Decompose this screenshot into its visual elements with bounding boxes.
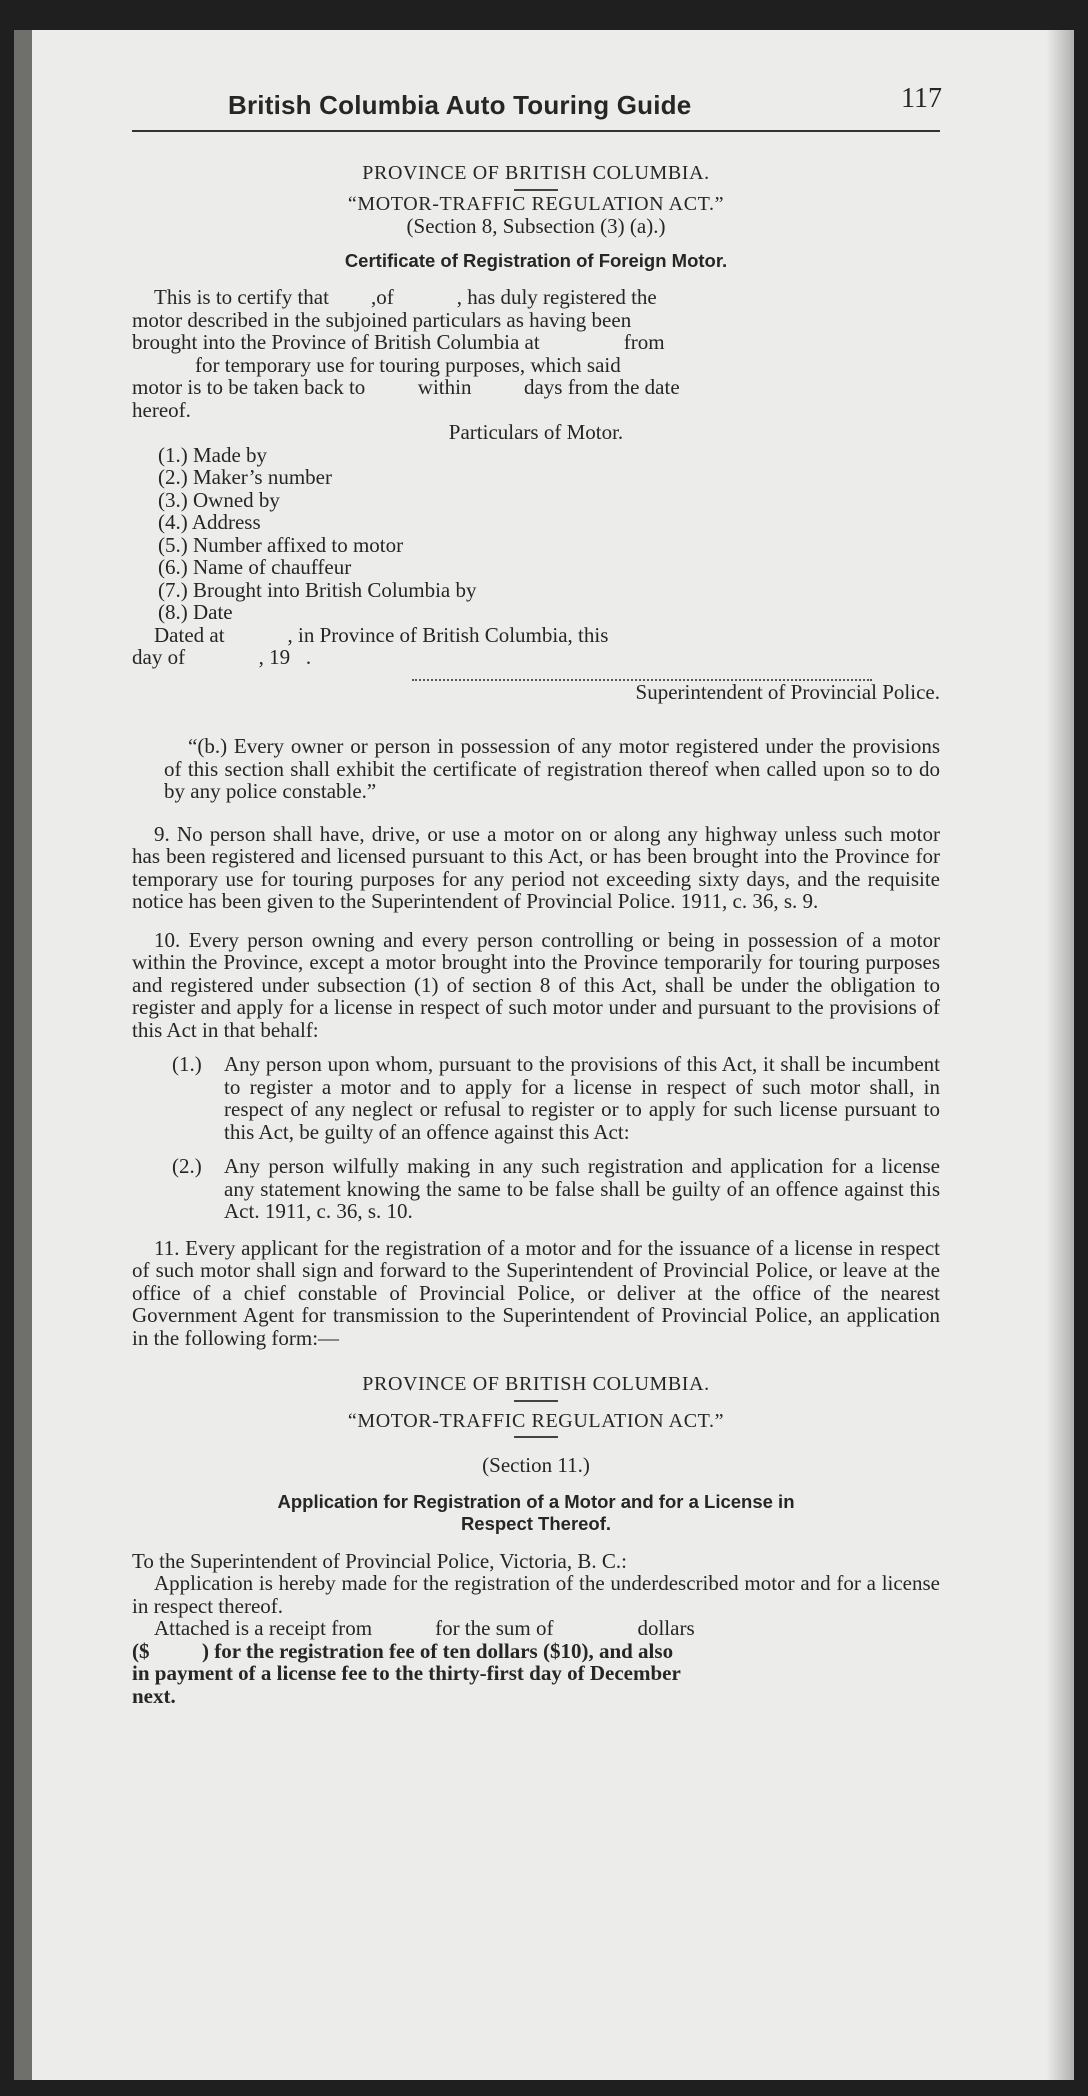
dated-line: day of , 19 .: [132, 645, 312, 669]
form1-province: PROVINCE OF BRITISH COLUMBIA.: [362, 162, 710, 184]
form2-line: Attached is a receipt from for the sum of dollars: [154, 1616, 695, 1640]
form2-act: “MOTOR-TRAFFIC REGULATION ACT.”: [347, 1409, 725, 1432]
section-10-item: [172, 1155, 940, 1223]
item-text: Any person wilfully making in any such registration and application for a license any statement knowing the same to be false shall be guilty of an offence against this Act. 1911, c. 36, s. 10.: [224, 1154, 940, 1223]
form2-title-cont: Respect Thereof.: [460, 1513, 612, 1534]
particular-item: (7.) Brought into British Columbia by: [158, 577, 477, 602]
section-10-item: [172, 1053, 940, 1143]
form1-body-line: This is to certify that ,of , has duly registered the: [154, 285, 657, 309]
item-number: (1.): [172, 1052, 202, 1076]
particulars-heading: Particulars of Motor.: [448, 420, 624, 444]
form2-line: next.: [132, 1683, 176, 1708]
particular-item: (3.) Owned by: [158, 487, 280, 512]
section-10-intro: 10. Every person owning and every person controlling or being in possession of a motor within the Province, except a motor brought into the Province temporarily for touring purposes and registered under subsection (1) of section 8 of this Act, shall be under the obligation to register and apply for a license in respect of such motor under and pursuant to the provisions of this Act in that behalf:: [132, 927, 940, 1042]
dated-line: Dated at , in Province of British Columbia, this: [154, 622, 609, 647]
book-page: [14, 30, 1074, 2080]
form1-body-line: motor is to be taken back to within days from the date: [132, 375, 680, 399]
page-number: 117: [901, 83, 942, 114]
form1-body: [132, 286, 940, 421]
particular-item: (2.) Maker’s number: [158, 465, 332, 489]
particular-item: (5.) Number affixed to motor: [158, 532, 404, 557]
clause-b: “(b.) Every owner or person in possession of any motor registered under the provisions of this section shall exhibit the certificate of registration thereof when called upon so to do by any police constable.”: [164, 734, 940, 803]
form2-rule: [514, 1436, 558, 1438]
item-text: Any person upon whom, pursuant to the provisions of this Act, it shall be incumbent to register a motor and to apply for a license in respect of such motor shall, in respect of any neglect or refusal to register or to apply for such license pursuant to this Act, be guilty of an offence against this Act:: [224, 1052, 940, 1144]
form1-body-line: brought into the Province of British Columbia at from: [132, 330, 665, 354]
form1-title: Certificate of Registration of Foreign Motor.: [344, 249, 728, 271]
section-9: 9. No person shall have, drive, or use a motor on or along any highway unless such motor has been registered and licensed pursuant to this Act, or has been brought into the Province for temporary use for touring purposes for any period not exceeding sixty days, and the requisite notice has been given to the Superintendent of Provincial Police. 1911, c. 36, s. 9.: [132, 821, 940, 913]
particular-item: (4.) Address: [158, 510, 261, 534]
form1-body-line: for temporary use for touring purposes, which said: [132, 352, 621, 377]
item-number: (2.): [172, 1154, 202, 1178]
section-11: 11. Every applicant for the registration of a motor and for the issuance of a license in respect of such motor shall sign and forward to the Superintendent of Provincial Police, or leave at the office of a chief constable of Provincial Police, or deliver at the office of the nearest Government Agent for transmission to the Superintendent of Provincial Police, an application in the following form:—: [132, 1235, 940, 1350]
running-title: British Columbia Auto Touring Guide: [228, 90, 692, 120]
running-header: [132, 80, 940, 132]
particular-item: (8.) Date: [158, 600, 233, 624]
form1-section: (Section 8, Subsection (3) (a).): [406, 214, 666, 238]
form1-act: “MOTOR-TRAFFIC REGULATION ACT.”: [347, 192, 725, 215]
signature-title: Superintendent of Provincial Police.: [635, 679, 940, 704]
signature-line: [412, 669, 872, 681]
form2-line: in payment of a license fee to the thirty-first day of December: [132, 1661, 681, 1685]
form2-para: Application is hereby made for the registration of the underdescribed motor and for a license in respect thereof.: [132, 1571, 940, 1618]
page-content: [132, 80, 940, 1707]
particulars-list: [132, 444, 940, 624]
form1-rule: [514, 189, 558, 191]
form2-title: Application for Registration of a Motor and for a License in: [277, 1490, 795, 1512]
form2-line: ($ ) for the registration fee of ten dollars ($10), and also: [132, 1638, 674, 1663]
form1-body-line: motor described in the subjoined particulars as having been: [132, 307, 632, 332]
form1-body-line: hereof.: [132, 397, 191, 422]
form2-section: (Section 11.): [482, 1453, 590, 1477]
form2-address: To the Superintendent of Provincial Police, Victoria, B. C.:: [132, 1548, 627, 1573]
form2-province: PROVINCE OF BRITISH COLUMBIA.: [362, 1373, 710, 1395]
particular-item: (6.) Name of chauffeur: [158, 555, 352, 579]
form2-rule: [514, 1400, 558, 1402]
particular-item: (1.) Made by: [158, 442, 268, 467]
